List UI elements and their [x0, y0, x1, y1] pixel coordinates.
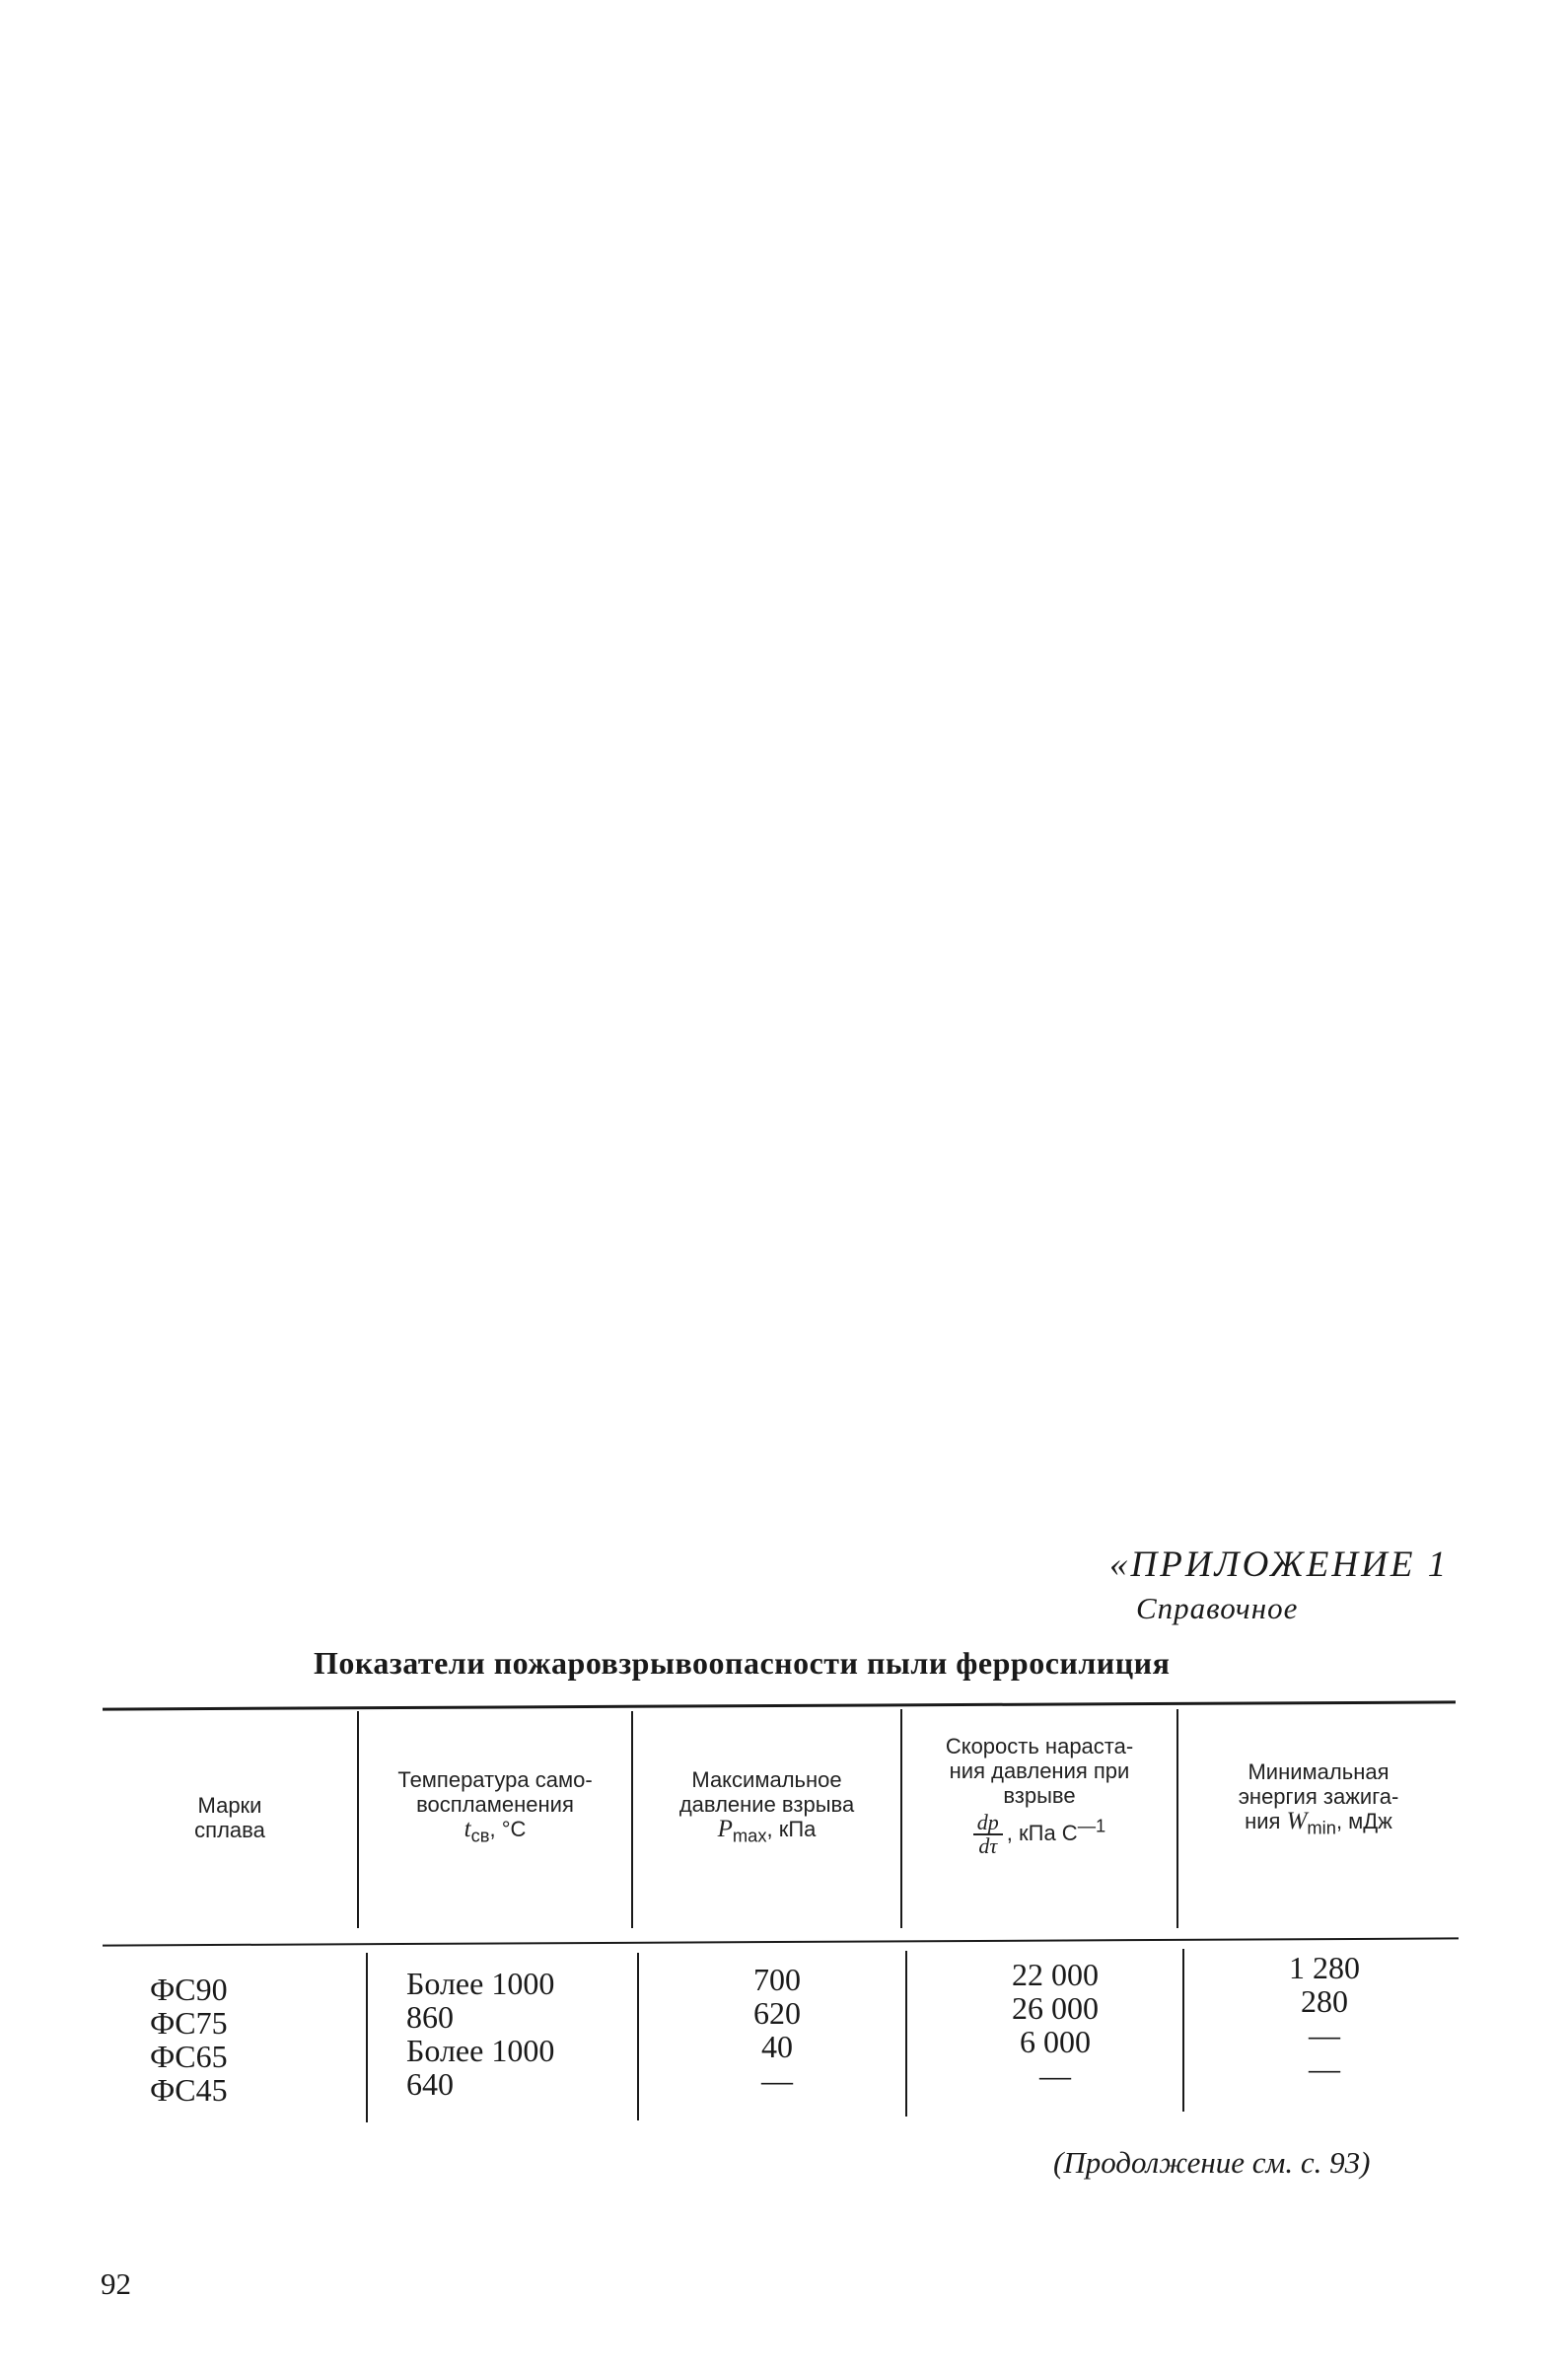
table-title: Показатели пожаровзрывоопасности пыли ферросилиция: [314, 1645, 1171, 1681]
rate-fraction: [973, 1812, 1003, 1857]
header-energy: [1178, 1759, 1459, 1839]
header-rate-line2: ния давления при: [949, 1758, 1130, 1783]
header-rate-line3: взрыве: [1003, 1783, 1076, 1808]
temp-unit: , °С: [489, 1817, 527, 1841]
cell-energy-row-2: 280: [1301, 1983, 1348, 2019]
cell-pressure-row-2: 620: [753, 1995, 801, 2031]
column-divider-4-body: [1182, 1949, 1184, 2112]
cell-grade-row-1: ФС90: [150, 1972, 228, 2007]
energy-prefix: ния: [1245, 1809, 1287, 1833]
cell-pressure-row-3: 40: [761, 2029, 793, 2064]
cell-rate-row-3: 6 000: [1020, 2024, 1091, 2059]
cell-rate-row-2: 26 000: [1012, 1990, 1099, 2026]
energy-subscript: min: [1307, 1817, 1336, 1838]
continuation-note: (Продолжение см. с. 93): [1053, 2145, 1371, 2180]
header-energy-line2: энергия зажига-: [1238, 1784, 1399, 1809]
column-pressure: [718, 1963, 836, 2097]
cell-temp-row-3: Более 1000: [406, 2033, 555, 2068]
header-rate-line1: Скорость нараста-: [945, 1734, 1134, 1758]
rate-unit: , кПа С: [1006, 1820, 1078, 1845]
column-rate: [986, 1958, 1124, 2092]
cell-energy-row-3: —: [1309, 2017, 1340, 2052]
header-grade-line2: сплава: [194, 1818, 265, 1842]
table-top-rule: [103, 1700, 1456, 1710]
cell-rate-row-1: 22 000: [1012, 1957, 1099, 1992]
cell-energy-row-1: 1 280: [1289, 1950, 1360, 1985]
rate-fraction-denominator: dτ: [978, 1833, 998, 1858]
header-temp-line2: воспламенения: [416, 1792, 574, 1817]
header-pressure: [633, 1767, 900, 1847]
column-divider-2-body: [637, 1953, 639, 2120]
column-divider-1-body: [366, 1953, 368, 2122]
appendix-subtitle: Справочное: [1136, 1591, 1299, 1625]
cell-pressure-row-1: 700: [753, 1962, 801, 1997]
header-rate-line4: [902, 1812, 1176, 1857]
header-temp-line3: [359, 1817, 631, 1847]
pressure-symbol: P: [717, 1816, 733, 1842]
header-temp-line1: Температура само-: [397, 1767, 593, 1792]
cell-grade-row-4: ФС45: [150, 2072, 228, 2108]
pressure-subscript: max: [732, 1825, 767, 1846]
header-grade-line1: Марки: [197, 1793, 262, 1818]
header-energy-line1: Минимальная: [1247, 1759, 1390, 1784]
cell-grade-row-3: ФС65: [150, 2039, 228, 2074]
rate-fraction-numerator: dp: [973, 1812, 1003, 1835]
column-energy: [1270, 1951, 1379, 2085]
page-number: 92: [101, 2266, 131, 2301]
header-grade: [103, 1793, 357, 1842]
column-temp: [406, 1967, 554, 2101]
cell-pressure-row-4: —: [761, 2062, 793, 2098]
header-pressure-line2: давление взрыва: [678, 1792, 855, 1817]
header-pressure-line1: Максимальное: [691, 1767, 842, 1792]
cell-temp-row-4: 640: [406, 2066, 454, 2102]
cell-temp-row-2: 860: [406, 1999, 454, 2035]
rate-exponent: —1: [1077, 1815, 1106, 1836]
header-pressure-line3: [633, 1817, 900, 1847]
cell-temp-row-1: Более 1000: [406, 1966, 555, 2001]
header-bottom-rule: [103, 1937, 1459, 1946]
column-grade: [150, 1973, 228, 2107]
column-divider-3-body: [905, 1951, 907, 2117]
temp-symbol: t: [463, 1816, 471, 1842]
pressure-unit: , кПа: [766, 1817, 817, 1841]
header-energy-line3: [1178, 1809, 1459, 1839]
header-temp: [359, 1767, 631, 1847]
appendix-title: «ПРИЛОЖЕНИЕ 1: [1109, 1544, 1450, 1585]
energy-symbol: W: [1286, 1808, 1308, 1834]
cell-grade-row-2: ФС75: [150, 2005, 228, 2041]
temp-subscript: св: [470, 1825, 490, 1846]
cell-energy-row-4: —: [1309, 2050, 1340, 2086]
header-rate: [902, 1734, 1176, 1857]
cell-rate-row-4: —: [1039, 2057, 1071, 2093]
energy-unit: , мДж: [1335, 1809, 1392, 1833]
